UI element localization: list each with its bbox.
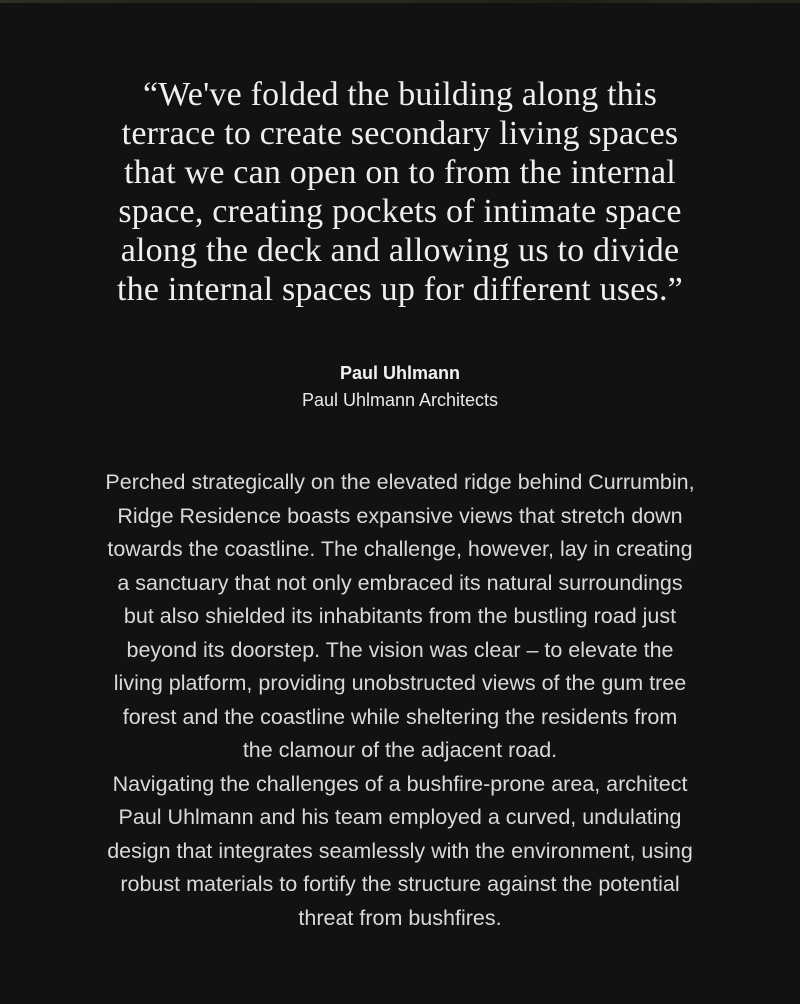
body-line: a sanctuary that not only embraced its natural surroundings [117,570,683,595]
body-line: robust materials to fortify the structure against the potential [120,872,680,896]
attribution-firm: Paul Uhlmann Architects [301,390,499,410]
quote-attribution [60,360,740,414]
quote-line: that we can open on to from the internal [124,154,676,191]
quote-line: space, creating pockets of intimate space [118,193,682,230]
body-paragraph [60,466,740,768]
body-line: Navigating the challenges of a bushfire-prone area, architect [112,771,688,796]
body-copy [60,466,740,935]
quote-line: along the deck and allowing us to divide [120,232,680,269]
body-line: beyond its doorstep. The vision was clear – to elevate the [126,637,674,662]
body-line: Paul Uhlmann and his team employed a curved, undulating [118,805,682,829]
body-line: design that integrates seamlessly with the environment, using [107,838,693,863]
body-line: Ridge Residence boasts expansive views that stretch down [117,503,683,528]
body-line: the clamour of the adjacent road. [242,738,558,762]
body-line: living platform, providing unobstructed views of the gum tree [113,671,687,695]
top-image-edge-strip [0,0,800,3]
article-section [60,75,740,935]
body-line: towards the coastline. The challenge, however, lay in creating [107,537,693,561]
body-line: forest and the coastline while sheltering the residents from [122,704,678,729]
quote-line: the internal spaces up for different uses.” [117,271,683,308]
quote-line: “We've folded the building along this [142,76,658,113]
attribution-name: Paul Uhlmann [339,363,460,383]
body-line: threat from bushfires. [298,905,502,930]
body-line: but also shielded its inhabitants from the bustling road just [123,604,677,628]
pull-quote [60,75,740,309]
body-line: Perched strategically on the elevated ridge behind Currumbin, [105,470,695,494]
quote-line: terrace to create secondary living spaces [121,115,679,152]
body-paragraph [60,768,740,936]
